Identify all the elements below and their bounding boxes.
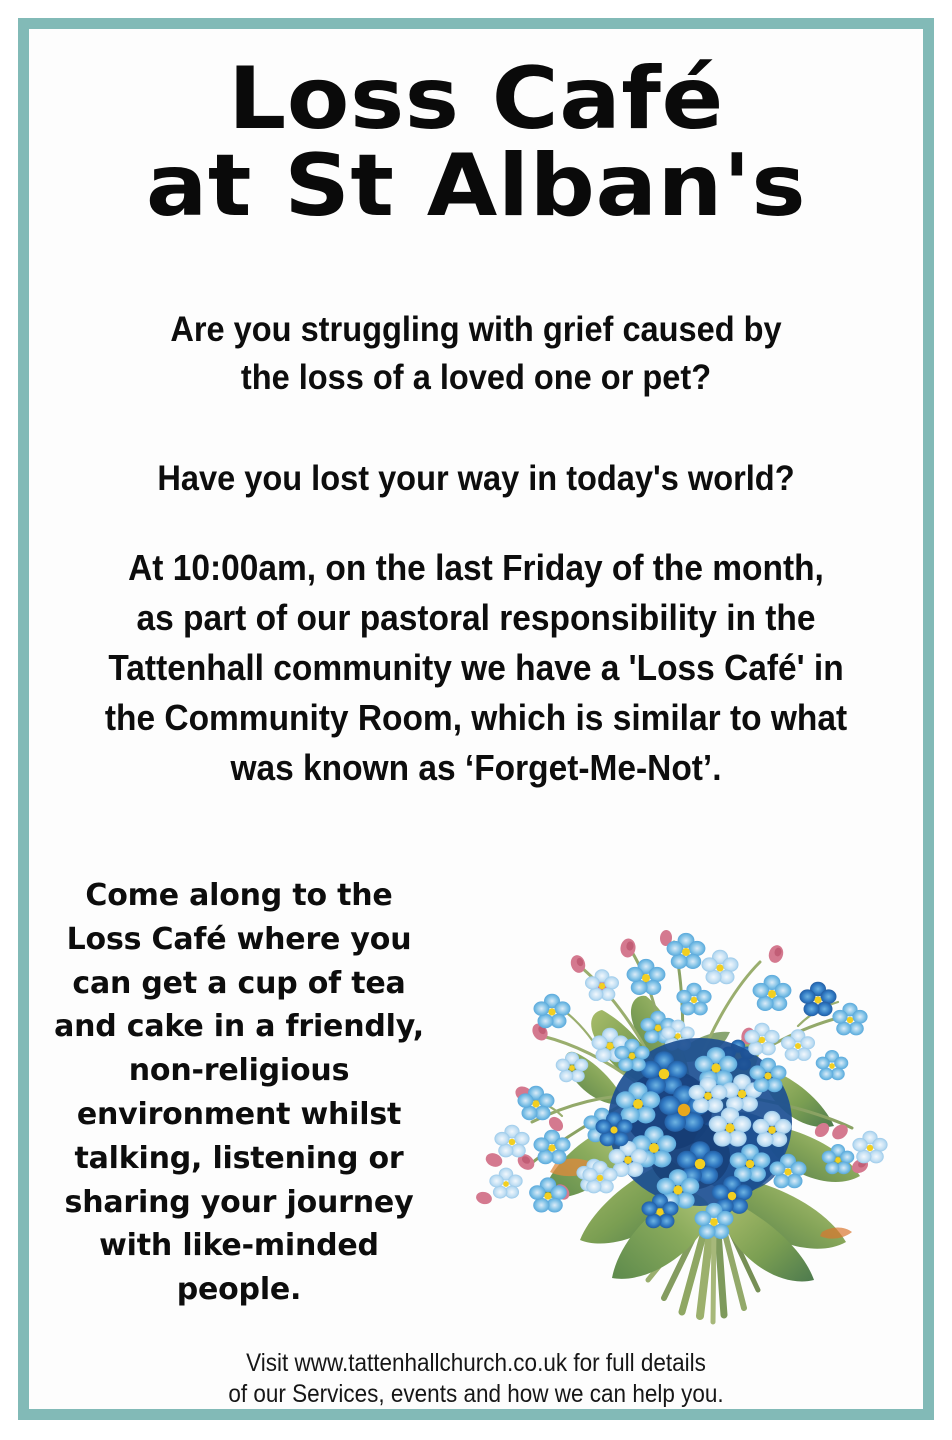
invitation-line-10: people. [176,1272,302,1308]
invitation-line-2: Loss Café where you [66,921,412,957]
event-details-paragraph [58,543,895,793]
intro-question-1 [58,306,895,402]
poster-title [0,49,952,236]
event-details-line-4: the Community Room, which is similar to what [104,697,848,739]
intro-question-1-line-1: Are you struggling with grief caused by [170,310,782,349]
forget-me-not-bouquet-illustration [432,860,912,1330]
invitation-line-1: Come along to the [85,878,393,913]
invitation-line-4: and cake in a friendly, [54,1009,424,1045]
invitation-line-3: can get a cup of tea [72,965,406,1001]
lower-section [0,860,952,1330]
title-line-1: Loss Café [228,49,724,149]
invitation-line-5: non-religious [128,1053,350,1089]
bouquet-svg [432,860,912,1330]
title-line-2: at St Alban's [145,135,807,236]
invitation-line-6: environment whilst [76,1096,402,1132]
invitation-paragraph [44,874,434,1312]
invitation-line-7: talking, listening or [74,1140,404,1176]
event-details-line-5: was known as ‘Forget-Me-Not’. [230,747,722,789]
footer-line-2: of our Services, events and how we can help you. [228,1380,724,1408]
invitation-line-8: sharing your journey [64,1184,414,1220]
event-details-line-1: At 10:00am, on the last Friday of the month, [128,547,824,588]
event-details-line-3: Tattenhall community we have a 'Loss Café' in [108,647,844,689]
intro-question-2-line-1: Have you lost your way in today's world? [157,459,795,498]
footer-contact-info [48,1348,905,1410]
event-details-line-2: as part of our pastoral responsibility in the [136,597,816,639]
intro-question-1-line-2: the loss of a loved one or pet? [240,357,712,397]
footer-line-1: Visit www.tattenhallchurch.co.uk for full details [246,1349,706,1377]
intro-question-2 [58,455,895,503]
invitation-line-9: with like-minded [99,1228,379,1264]
